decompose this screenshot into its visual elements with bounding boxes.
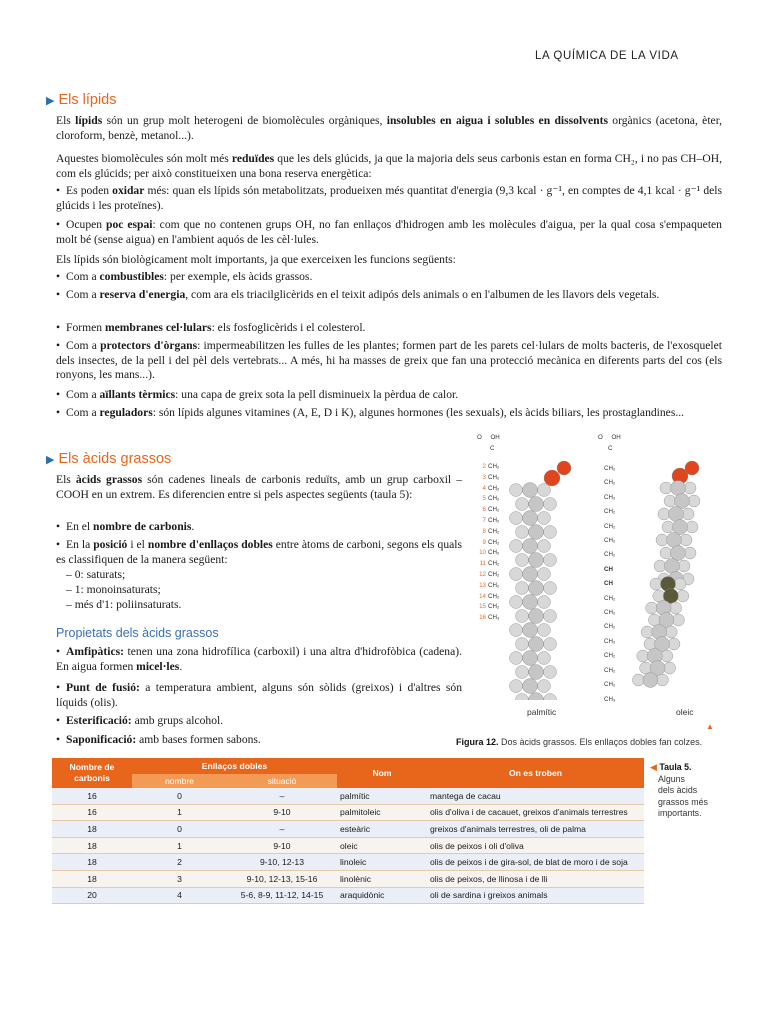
cell-where: olis de peixos i de gira-sol, de blat de moro i de soja xyxy=(427,854,644,871)
criterion-double-bonds: • En la posició i el nombre d'enllaços dobles entre àtoms de carboni, segons els quals es classifiquen de la manera següent: xyxy=(56,538,462,566)
carbon-atom xyxy=(671,481,686,496)
hydrogen-atom xyxy=(637,650,649,662)
cell-number: 1 xyxy=(132,837,227,854)
hydrogen-atom xyxy=(516,666,529,679)
caption-line: Alguns xyxy=(658,773,685,784)
hydrogen-atom xyxy=(641,626,653,638)
table-caption: ◀ Taula 5. Alguns dels àcids grassos més importants. xyxy=(650,762,708,818)
class-monounsaturated: – 1: monoinsaturats; xyxy=(66,583,161,596)
cell-name: palmític xyxy=(337,788,427,804)
palmitic-chain-row xyxy=(477,527,499,538)
hydrogen-atom xyxy=(664,495,676,507)
cell-where: greixos d'animals terrestres, oli de palma xyxy=(427,821,644,838)
hydrogen-atom xyxy=(654,560,666,572)
oleic-chain-row: CH₂ xyxy=(604,508,616,516)
table-row xyxy=(52,837,644,854)
lipids-intro: Els lípids són un grup molt heterogeni de biomolècules orgàniques, insolubles en aigua i solubles en dissolvents orgànics (acetona, èter, cloroform, benzè, metanol...). xyxy=(56,114,722,142)
carbon-number: 15 xyxy=(479,603,486,611)
cell-name: araquidònic xyxy=(337,887,427,904)
cell-where: olis de peixos, de llinosa i de lli xyxy=(427,870,644,887)
palmitic-chain-row xyxy=(477,505,499,516)
cell-name: linoleic xyxy=(337,854,427,871)
palmitic-chain-row xyxy=(477,548,499,559)
hydrogen-atom xyxy=(678,560,690,572)
hydrogen-atom xyxy=(656,534,668,546)
cell-carbons: 18 xyxy=(52,854,132,871)
col-header-double-bonds: Enllaços dobles xyxy=(132,758,337,774)
carbon-number: 12 xyxy=(479,570,486,578)
class-saturated: – 0: saturats; xyxy=(66,568,126,581)
hydrogen-atom xyxy=(510,680,523,693)
cell-where: olis de peixos i oli d'oliva xyxy=(427,837,644,854)
carbon-number: 7 xyxy=(482,516,486,524)
cell-name: palmitoleic xyxy=(337,804,427,821)
hydrogen-atom xyxy=(510,624,523,637)
class-polyunsaturated: – més d'1: poliinsaturats. xyxy=(66,598,182,611)
carbon-number: 9 xyxy=(482,538,486,546)
cell-carbons: 18 xyxy=(52,837,132,854)
bullet-little-space: • Ocupen poc espai: com que no contenen grups OH, no fan enllaços d'hidrogen amb les molècules d'aigua, per la qual cosa s'empaqueten molt bé (sense aigua) en l'ambient aquós de les cèl·lules. xyxy=(56,218,722,246)
carbon-atom xyxy=(523,483,538,498)
hydrogen-atom xyxy=(516,694,529,701)
palmitic-carboxyl-label: O OH C xyxy=(477,434,500,452)
hydrogen-atom xyxy=(674,578,686,590)
palmitic-chain-row xyxy=(477,592,499,603)
hydrogen-atom xyxy=(665,626,677,638)
chain-group: CH₂ xyxy=(488,516,500,524)
hydrogen-atom xyxy=(516,526,529,539)
property-saponification: • Saponificació: amb bases formen sabons. xyxy=(56,733,261,746)
cell-name: oleic xyxy=(337,837,427,854)
palmitic-chain-row xyxy=(477,559,499,570)
chain-group: CH₂ xyxy=(488,581,500,589)
hydrogen-atom xyxy=(648,614,660,626)
hydrogen-atom xyxy=(516,582,529,595)
carbon-atom xyxy=(529,553,544,568)
chain-group: CH₂ xyxy=(488,484,500,492)
oleic-chain-row: CH₂ xyxy=(604,493,616,501)
cell-where: olis d'oliva i de cacauet, greixos d'animals terrestres xyxy=(427,804,644,821)
cell-number: 1 xyxy=(132,804,227,821)
hydrogen-atom xyxy=(544,666,557,679)
chain-group: CH₂ xyxy=(488,506,500,514)
col-header-name: Nom xyxy=(337,758,427,788)
oxygen-atom xyxy=(557,461,571,475)
hydrogen-atom xyxy=(646,602,658,614)
hydrogen-atom xyxy=(662,521,674,533)
property-esterification: • Esterificació: amb grups alcohol. xyxy=(56,714,224,727)
chain-group: CH₂ xyxy=(488,495,500,503)
hydrogen-atom xyxy=(664,662,676,674)
oleic-chain-row: CH xyxy=(604,580,613,588)
oleic-chain-row: CH₂ xyxy=(604,465,616,472)
hydrogen-atom xyxy=(672,614,684,626)
carbon-atom xyxy=(529,581,544,596)
table-row xyxy=(52,804,644,821)
palmitic-label: palmític xyxy=(527,707,557,717)
hydrogen-atom xyxy=(538,624,551,637)
carbon-atom xyxy=(523,679,538,694)
oleic-chain-row: CH₂ xyxy=(604,637,616,645)
carbon-number: 4 xyxy=(482,484,486,492)
carbon-number: 10 xyxy=(479,549,486,557)
carbon-atom xyxy=(669,507,684,522)
hydrogen-atom xyxy=(510,540,523,553)
hydrogen-atom xyxy=(538,596,551,609)
chain-group: CH₂ xyxy=(488,527,500,535)
criterion-carbons: • En el nombre de carbonis. xyxy=(56,520,195,533)
palmitic-chain-row xyxy=(477,516,499,527)
hydrogen-atom xyxy=(538,484,551,497)
cell-position: 9-10, 12-13, 15-16 xyxy=(227,870,337,887)
oleic-chain-formula xyxy=(604,462,615,707)
table-5 xyxy=(52,758,644,904)
section-title-text: Els àcids grassos xyxy=(58,451,172,467)
hydrogen-atom xyxy=(544,582,557,595)
carbon-number: 14 xyxy=(479,592,486,600)
hydrogen-atom xyxy=(510,484,523,497)
table-row xyxy=(52,870,644,887)
function-membranes: • Formen membranes cel·lulars: els fosfoglicèrids i el colesterol. xyxy=(56,321,366,334)
hydrogen-atom xyxy=(640,662,652,674)
cell-number: 4 xyxy=(132,887,227,904)
hydrogen-atom xyxy=(516,554,529,567)
carbon-atom xyxy=(529,497,544,512)
col-header-number: nombre xyxy=(132,774,227,788)
hydrogen-atom xyxy=(544,694,557,701)
triangle-bullet-icon: ▶ xyxy=(46,94,55,107)
cell-name: linolènic xyxy=(337,870,427,887)
section-title-lipids xyxy=(46,92,117,108)
carbon-number: 5 xyxy=(482,495,486,503)
cell-where: oli de sardina i greixos animals xyxy=(427,887,644,904)
palmitic-chain-formula xyxy=(477,462,499,624)
function-thermal-insulation: • Com a aïllants tèrmics: una capa de greix sota la pell disminueix la pèrdua de calor. xyxy=(56,388,459,401)
hydrogen-atom xyxy=(510,596,523,609)
table-row xyxy=(52,854,644,871)
carbon-number: 6 xyxy=(482,506,486,514)
oleic-chain-row: CH₃ xyxy=(604,695,616,703)
function-regulators: • Com a reguladors: són lípids algunes vitamines (A, E, D i K), algunes hormones (les sexuals), els àcids biliars, les prostaglandines... xyxy=(56,406,685,419)
palmitic-chain-row xyxy=(477,602,499,613)
hydrogen-atom xyxy=(682,508,694,520)
oleic-chain-row: CH₂ xyxy=(604,652,616,660)
table-row xyxy=(52,887,644,904)
palmitic-chain-row xyxy=(477,462,499,473)
carbon-number: 16 xyxy=(479,614,486,622)
function-organ-protectors: • Com a protectors d'òrgans: impermeabilitzen les fulles de les plantes; formen part de les parets cel·lulars de molts bacteris, de l'exosquelet dels insectes, de la pell i del pèl dels vertebrats... A més, hi ha masses de greix que fan una protecció mecànica en diferents parts del cos (els ronyons, les mans...). xyxy=(56,339,722,382)
hydrogen-atom xyxy=(680,534,692,546)
cell-number: 3 xyxy=(132,870,227,887)
cell-position: 9-10 xyxy=(227,804,337,821)
figure-caption: Figura 12. Dos àcids grassos. Els enllaços dobles fan colzes. xyxy=(456,737,703,747)
carbon-atom xyxy=(673,520,688,535)
carbon-atom xyxy=(529,609,544,624)
carbon-atom xyxy=(671,546,686,561)
section-title-fatty-acids xyxy=(46,451,171,467)
carbon-atom xyxy=(523,567,538,582)
palmitic-chain-row xyxy=(477,484,499,495)
oleic-chain-row: CH₂ xyxy=(604,522,616,530)
chain-group: CH₂ xyxy=(488,538,500,546)
chain-group: CH₂ xyxy=(488,560,500,568)
hydrogen-atom xyxy=(538,512,551,525)
hydrogen-atom xyxy=(670,602,682,614)
chain-group: CH₂ xyxy=(488,570,500,578)
chain-group: CH₂ xyxy=(488,473,500,481)
hydrogen-atom xyxy=(677,590,689,602)
hydrogen-atom xyxy=(510,512,523,525)
table-row xyxy=(52,788,644,804)
cell-number: 0 xyxy=(132,821,227,838)
carbon-atom xyxy=(667,533,682,548)
carbon-atom xyxy=(529,665,544,680)
oleic-chain-row: CH₂ xyxy=(604,666,616,674)
palmitic-molecule-model xyxy=(500,460,590,700)
hydrogen-atom xyxy=(632,674,644,686)
palmitic-chain-row xyxy=(477,538,499,549)
oleic-chain-row: CH₂ xyxy=(604,479,616,487)
carbon-atom xyxy=(529,637,544,652)
cell-position: 9-10 xyxy=(227,837,337,854)
col-header-where: On es troben xyxy=(427,758,644,788)
subsection-title-properties: Propietats dels àcids grassos xyxy=(56,626,219,640)
cell-carbons: 18 xyxy=(52,870,132,887)
palmitic-chain-row xyxy=(477,494,499,505)
hydrogen-atom xyxy=(644,638,656,650)
hydrogen-atom xyxy=(660,482,672,494)
hydrogen-atom xyxy=(656,674,668,686)
palmitic-chain-row xyxy=(477,581,499,592)
triangle-left-icon: ◀ xyxy=(650,762,657,772)
chain-group: CH₂ xyxy=(488,463,500,470)
oxygen-atom xyxy=(544,470,560,486)
caption-line: dels àcids xyxy=(658,785,698,795)
hydrogen-atom xyxy=(650,578,662,590)
lipids-reduced-paragraph: Aquestes biomolècules són molt més reduïdes que les dels glúcids, ja que la majoria dels seus carbonis estan en forma CH₂, i no pas CH–OH, com els glúcids; per això constitueixen una bona reserva energètica: xyxy=(56,152,722,180)
hydrogen-atom xyxy=(544,638,557,651)
hydrogen-atom xyxy=(544,498,557,511)
hydrogen-atom xyxy=(688,495,700,507)
carbon-atom xyxy=(523,595,538,610)
cell-carbons: 20 xyxy=(52,887,132,904)
hydrogen-atom xyxy=(538,680,551,693)
cell-carbons: 16 xyxy=(52,804,132,821)
carbon-number: 13 xyxy=(479,581,486,589)
cell-carbons: 18 xyxy=(52,821,132,838)
fatty-acids-intro: Els àcids grassos són cadenes lineals de carbonis reduïts, amb un grup carboxil –COOH en un extrem. Es diferencien entre si pels aspectes següents (taula 5): xyxy=(56,473,462,501)
hydrogen-atom xyxy=(516,498,529,511)
hydrogen-atom xyxy=(544,526,557,539)
hydrogen-atom xyxy=(684,482,696,494)
carbon-atom xyxy=(523,651,538,666)
arrow-up-icon: ▲ xyxy=(706,722,714,731)
bullet-oxidize: • Es poden oxidar més: quan els lípids són metabolitzats, produeixen més quantitat d'energia (9,3 kcal · g⁻¹, en comptes de 4,1 kcal · g⁻¹ dels glúcids i les proteïnes). xyxy=(56,184,722,212)
property-melting-point: • Punt de fusió: a temperatura ambient, alguns són sòlids (greixos) i d'altres són líquids (olis). xyxy=(56,681,462,709)
oleic-chain-row: CH₂ xyxy=(604,681,616,689)
hydrogen-atom xyxy=(668,638,680,650)
carbon-number: 11 xyxy=(479,560,486,568)
palmitic-chain-row xyxy=(477,473,499,484)
hydrogen-atom xyxy=(538,568,551,581)
oleic-molecule-model xyxy=(632,460,717,700)
carbon-atom xyxy=(643,673,658,688)
palmitic-chain-row xyxy=(477,570,499,581)
carbon-atom xyxy=(675,494,690,509)
functions-intro: Els lípids són biològicament molt importants, ja que exerceixen les funcions següents: xyxy=(56,253,456,266)
hydrogen-atom xyxy=(653,590,665,602)
cell-position: – xyxy=(227,821,337,838)
chain-group: CH₂ xyxy=(488,549,500,557)
carbon-atom xyxy=(529,525,544,540)
property-amphipathic: • Amfipàtics: tenen una zona hidrofílica (carboxil) i una altra d'hidrofòbica (cadena). En aigua formen micel·les. xyxy=(56,645,462,673)
cell-carbons: 16 xyxy=(52,788,132,804)
carbon-number: 2 xyxy=(482,463,486,470)
hydrogen-atom xyxy=(686,521,698,533)
oleic-chain-row: CH₂ xyxy=(604,537,616,545)
table-row xyxy=(52,821,644,838)
hydrogen-atom xyxy=(516,610,529,623)
hydrogen-atom xyxy=(510,568,523,581)
oleic-chain-row: CH₂ xyxy=(604,594,616,602)
hydrogen-atom xyxy=(538,652,551,665)
carbon-atom xyxy=(523,623,538,638)
oleic-label: oleic xyxy=(676,707,694,717)
hydrogen-atom xyxy=(660,547,672,559)
cell-position: 5-6, 8-9, 11-12, 14-15 xyxy=(227,887,337,904)
cell-position: – xyxy=(227,788,337,804)
carbon-atom xyxy=(665,559,680,574)
cell-name: esteàric xyxy=(337,821,427,838)
oxygen-atom xyxy=(685,461,699,475)
function-energy-reserve: • Com a reserva d'energia, com ara els triacilglicèrids en el teixit adipós dels animals o en l'albumen de les llavors dels vegetals. xyxy=(56,288,660,301)
cell-position: 9-10, 12-13 xyxy=(227,854,337,871)
hydrogen-atom xyxy=(544,554,557,567)
oleic-chain-row: CH₂ xyxy=(604,551,616,559)
oleic-carboxyl-label: O OH C xyxy=(598,434,621,452)
function-fuel: • Com a combustibles: per exemple, els àcids grassos. xyxy=(56,270,313,283)
oleic-chain-row: CH xyxy=(604,565,613,573)
hydrogen-atom xyxy=(510,652,523,665)
chain-group: CH₂ xyxy=(488,603,500,611)
oleic-chain-row: CH₂ xyxy=(604,623,616,631)
hydrogen-atom xyxy=(538,540,551,553)
running-header: LA QUÍMICA DE LA VIDA xyxy=(535,50,679,62)
hydrogen-atom xyxy=(658,508,670,520)
oleic-chain-row: CH₂ xyxy=(604,609,616,617)
chain-group: CH₂ xyxy=(488,592,500,600)
caption-line: grassos més xyxy=(658,796,708,807)
carbon-number: 3 xyxy=(482,473,486,481)
hydrogen-atom xyxy=(684,547,696,559)
col-header-carbons: Nombre de carbonis xyxy=(52,758,132,788)
hydrogen-atom xyxy=(661,650,673,662)
caption-line: importants. xyxy=(658,808,702,818)
carbon-number: 8 xyxy=(482,527,486,535)
palmitic-chain-row xyxy=(477,613,499,624)
carbon-atom xyxy=(523,511,538,526)
cell-where: mantega de cacau xyxy=(427,788,644,804)
hydrogen-atom xyxy=(544,610,557,623)
carbon-atom xyxy=(523,539,538,554)
col-header-position: situació xyxy=(227,774,337,788)
hydrogen-atom xyxy=(516,638,529,651)
triangle-bullet-icon: ▶ xyxy=(46,453,55,466)
chain-group: CH₃ xyxy=(488,614,500,622)
cell-number: 0 xyxy=(132,788,227,804)
section-title-text: Els lípids xyxy=(58,92,117,108)
cell-number: 2 xyxy=(132,854,227,871)
